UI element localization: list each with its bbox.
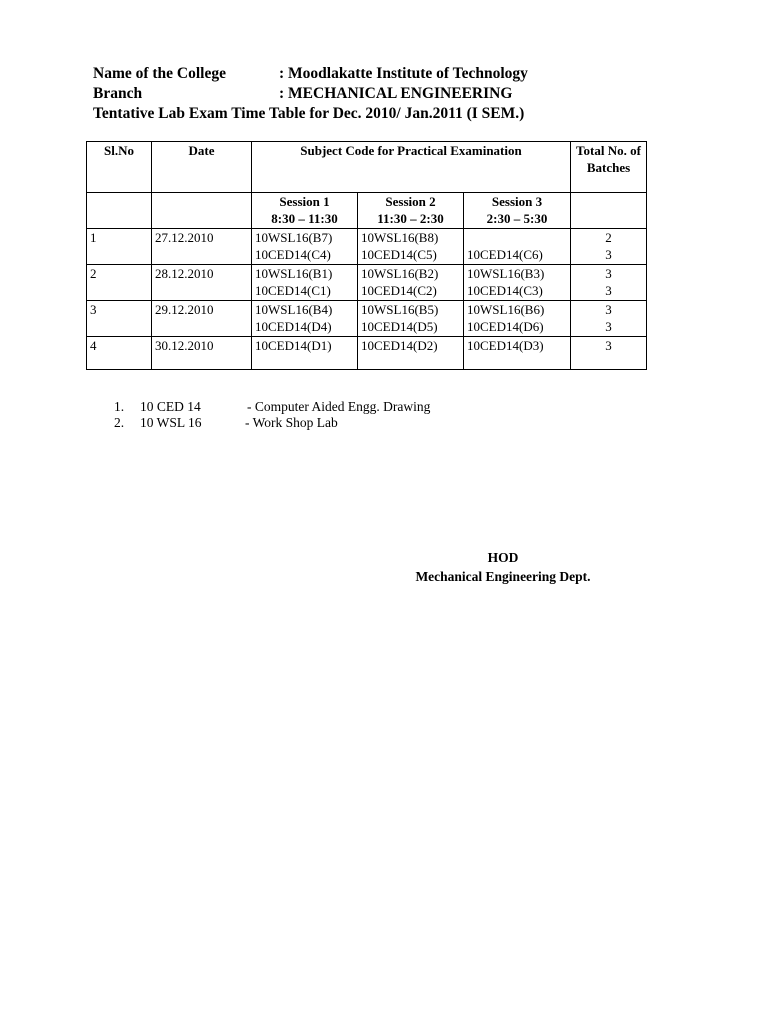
table-header-row [87,142,647,193]
college-value: : Moodlakatte Institute of Technology [279,65,528,82]
table-row [87,337,647,370]
branch-line [93,84,513,103]
session-1-cell: 10WSL16(B1) 10CED14(C1) [252,265,358,301]
session-3-cell: 10WSL16(B6) 10CED14(D6) [464,301,571,337]
table-row [87,301,647,337]
signature-title: HOD [487,550,519,565]
table-row [87,265,647,301]
timetable [86,141,647,370]
session-2-cell: 10WSL16(B5) 10CED14(D5) [358,301,464,337]
header-subject: Subject Code for Practical Examination [252,142,571,193]
session-2-cell: 10CED14(D2) [358,337,464,370]
total-cell: 2 3 [571,229,647,265]
session-1-cell: 10WSL16(B7) 10CED14(C4) [252,229,358,265]
total-cell: 3 3 [571,265,647,301]
session-3-cell: 10CED14(C6) [464,229,571,265]
session-2-header: Session 2 11:30 – 2:30 [358,193,464,229]
college-label: Name of the College [93,65,226,82]
session-1-cell: 10WSL16(B4) 10CED14(D4) [252,301,358,337]
total-cell: 3 3 [571,301,647,337]
session-3-cell: 10WSL16(B3) 10CED14(C3) [464,265,571,301]
session-2-cell: 10WSL16(B2) 10CED14(C2) [358,265,464,301]
signature-block [400,548,606,586]
header-slno: Sl.No [87,142,152,193]
session-2-cell: 10WSL16(B8) 10CED14(C5) [358,229,464,265]
date-cell: 27.12.2010 [152,229,252,265]
header-total: Total No. of Batches [571,142,647,193]
college-line [93,64,528,83]
branch-value: : MECHANICAL ENGINEERING [279,85,513,102]
total-cell: 3 [571,337,647,370]
slno-cell: 2 [87,265,152,301]
list-number: 1. [114,399,125,414]
slno-cell: 3 [87,301,152,337]
session-1-header: Session 1 8:30 – 11:30 [252,193,358,229]
date-cell: 30.12.2010 [152,337,252,370]
session-3-cell: 10CED14(D3) [464,337,571,370]
header-date: Date [152,142,252,193]
date-cell: 29.12.2010 [152,301,252,337]
document-title: Tentative Lab Exam Time Table for Dec. 2010/ Jan.2011 (I SEM.) [93,105,525,122]
session-1-cell: 10CED14(D1) [252,337,358,370]
subject-code: 10 CED 14 [140,399,201,414]
session-header-row [87,193,647,229]
empty-cell [571,193,647,229]
branch-label: Branch [93,85,143,102]
subject-description: - Work Shop Lab [245,415,338,430]
signature-dept: Mechanical Engineering Dept. [415,569,591,584]
table-row [87,229,647,265]
empty-cell [87,193,152,229]
slno-cell: 4 [87,337,152,370]
empty-cell [152,193,252,229]
date-cell: 28.12.2010 [152,265,252,301]
slno-cell: 1 [87,229,152,265]
subject-code: 10 WSL 16 [140,415,202,430]
subject-description: - Computer Aided Engg. Drawing [247,399,431,414]
list-number: 2. [114,415,125,430]
session-3-header: Session 3 2:30 – 5:30 [464,193,571,229]
